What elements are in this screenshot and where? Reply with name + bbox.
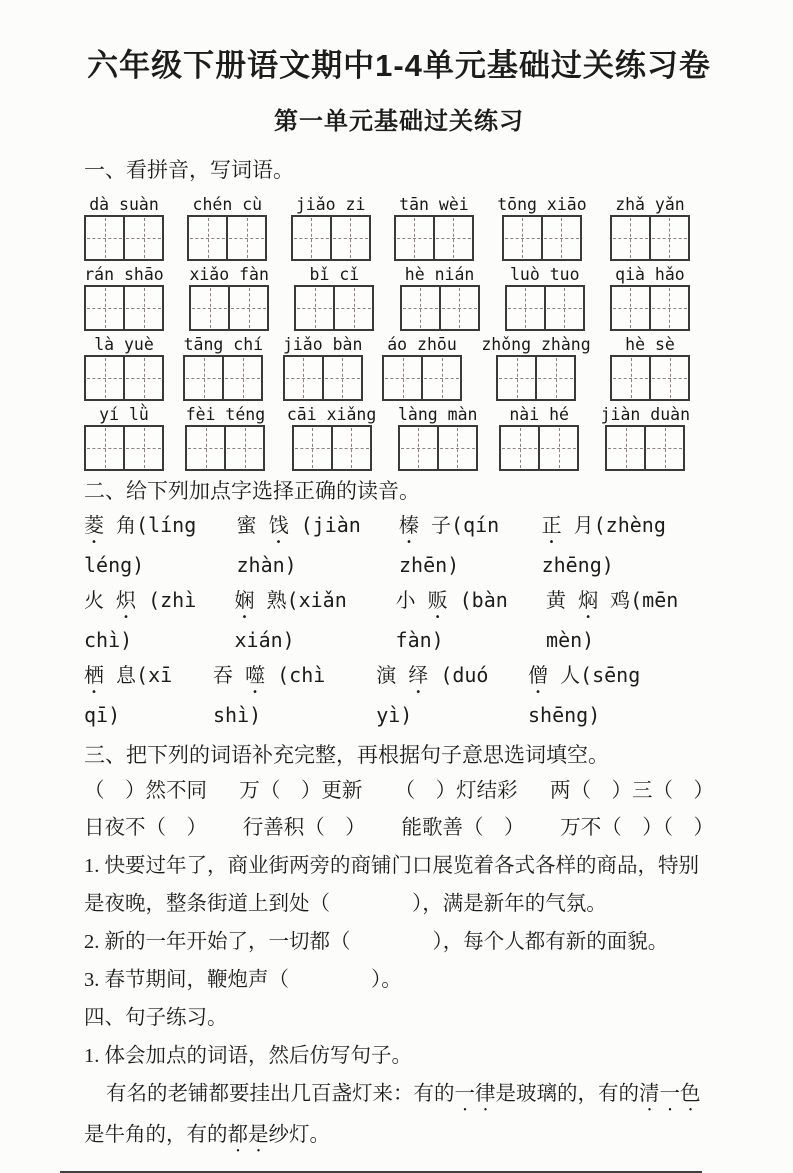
- grid-cell: [322, 357, 361, 399]
- grid-cell: [402, 287, 439, 329]
- phonetic-choice-item: [84, 508, 237, 583]
- grid-cell: [612, 357, 649, 399]
- grid-cell: [187, 427, 224, 469]
- idiom-blank-item: 两（ ）三（ ）: [549, 780, 714, 802]
- writing-grid: [283, 355, 363, 401]
- phonetic-choice-item: [84, 658, 213, 733]
- idiom-blank-item: 万（ ）更新: [239, 780, 363, 802]
- dotted-character: 菱: [84, 513, 104, 537]
- writing-grid: [502, 215, 582, 261]
- phonetic-choice-item: [376, 658, 528, 733]
- pinyin-word-block: [185, 404, 265, 471]
- grid-cell: [123, 217, 162, 259]
- grid-cell: [123, 427, 162, 469]
- grid-cell: [538, 427, 577, 469]
- grid-cell: [433, 217, 472, 259]
- dotted-character: 正: [541, 513, 562, 537]
- writing-grid: [84, 215, 164, 261]
- grid-cell: [396, 217, 433, 259]
- phonetic-choice-item: [399, 508, 542, 583]
- word-and-pinyin-options: (duó yì): [376, 663, 489, 727]
- pinyin-word-block: [84, 264, 164, 331]
- idiom-blank-item: 行善积（ ）: [242, 817, 366, 839]
- grid-cell: [228, 287, 267, 329]
- pinyin-word-block: [84, 404, 164, 471]
- dotted-character: 贩: [427, 588, 448, 612]
- word-and-pinyin-options: 人(sēng shēng): [528, 663, 641, 727]
- fill-in-sentence-1: 1. 快要过年了，商业街两旁的商铺门口展览着各式各样的商品，特别是夜晚，整条街道上到处（ ），满是新年的气氛。: [84, 855, 699, 915]
- pinyin-grid-row: [84, 404, 690, 471]
- pinyin-label: hè nián: [404, 265, 475, 284]
- pinyin-label: qià hǎo: [615, 265, 685, 284]
- dotted-character: 焖: [578, 588, 599, 612]
- grid-cell: [384, 357, 421, 399]
- dotted-character: 榛: [398, 513, 419, 537]
- phonetic-choice-item: [396, 583, 547, 658]
- pinyin-label: cāi xiǎng: [286, 405, 377, 424]
- pinyin-label: fèi téng: [185, 405, 266, 424]
- example-sentence-paragraph: [84, 1075, 714, 1157]
- writing-grid: [610, 285, 690, 331]
- writing-grid: [610, 355, 690, 401]
- pinyin-word-block: [497, 194, 586, 261]
- grid-cell: [612, 287, 649, 329]
- phonetic-choice-item: [546, 583, 714, 658]
- section2-heading: 二、给下列加点字选择正确的读音。: [84, 479, 420, 503]
- grid-cell: [333, 287, 372, 329]
- writing-grid: [183, 355, 263, 401]
- writing-grid: [187, 215, 267, 261]
- section4-item1: 1. 体会加点的词语，然后仿写句子。: [84, 1045, 412, 1067]
- pinyin-label: chén cù: [192, 195, 263, 214]
- word-text: 小: [395, 588, 416, 612]
- word-and-pinyin-options: 子(qín zhēn): [398, 513, 500, 577]
- pinyin-grid-row: [84, 194, 690, 261]
- grid-cell: [501, 427, 538, 469]
- dotted-character: 娴: [234, 588, 255, 612]
- pinyin-label: tōng xiāo: [497, 195, 587, 214]
- grid-cell: [294, 427, 331, 469]
- pinyin-grid-row: [84, 264, 690, 331]
- emphasized-word: 都是: [227, 1124, 269, 1146]
- word-text: 吞: [213, 663, 234, 687]
- dotted-character: 噬: [245, 663, 266, 687]
- grid-cell: [185, 357, 222, 399]
- section1-heading: 一、看拼音，写词语。: [84, 158, 294, 182]
- pinyin-word-block: [287, 404, 376, 471]
- grid-cell: [649, 217, 688, 259]
- writing-grid: [394, 215, 474, 261]
- sentence-text: 有名的老铺都要挂出几百盏灯来：有的: [106, 1083, 455, 1105]
- phonetic-choice-item: [84, 583, 235, 658]
- dotted-character: 炽: [116, 588, 137, 612]
- word-and-pinyin-options: 月(zhèng zhēng): [541, 513, 666, 577]
- pinyin-word-block: [294, 264, 374, 331]
- writing-grid: [185, 425, 265, 471]
- grid-cell: [123, 287, 162, 329]
- sentence-text: 是玻璃的，有的: [495, 1083, 639, 1105]
- pinyin-label: jiàn duàn: [600, 405, 690, 424]
- grid-cell: [191, 287, 228, 329]
- pinyin-label: nài hé: [509, 405, 569, 424]
- word-and-pinyin-options: (bàn fàn): [395, 588, 508, 652]
- pinyin-word-block: [610, 264, 690, 331]
- pinyin-word-block: [394, 194, 474, 261]
- word-text: 蜜: [236, 513, 257, 537]
- grid-cell: [649, 287, 688, 329]
- grid-cell: [189, 217, 226, 259]
- writing-grid: [84, 425, 164, 471]
- pinyin-word-block: [84, 194, 164, 261]
- writing-grid: [505, 285, 585, 331]
- grid-cell: [86, 287, 123, 329]
- pinyin-label: xiǎo fàn: [189, 265, 269, 284]
- writing-grid: [400, 285, 480, 331]
- grid-cell: [607, 427, 644, 469]
- emphasized-word: 清一色: [639, 1083, 701, 1105]
- pinyin-word-block: [291, 194, 371, 261]
- grid-cell: [644, 427, 683, 469]
- grid-cell: [649, 357, 688, 399]
- section4-heading: 四、句子练习。: [84, 1007, 228, 1029]
- phonetic-row: [84, 658, 714, 733]
- pinyin-label: yí lǜ: [99, 405, 149, 424]
- grid-cell: [86, 357, 123, 399]
- idiom-row: [84, 810, 714, 847]
- phonetic-row: [84, 508, 714, 583]
- pinyin-word-block: [481, 334, 590, 401]
- dotted-character: 僧: [528, 663, 549, 687]
- phonetic-choice-item: [213, 658, 376, 733]
- pinyin-word-block: [610, 194, 690, 261]
- sentence-text: 是牛角的，有的: [84, 1124, 228, 1146]
- dotted-character: 绎: [408, 663, 429, 687]
- pinyin-label: làng màn: [397, 405, 478, 424]
- pinyin-word-block: [382, 334, 462, 401]
- dotted-character: 饯: [268, 513, 289, 537]
- writing-grid: [294, 285, 374, 331]
- pinyin-word-block: [505, 264, 585, 331]
- pinyin-label: bǐ cǐ: [309, 265, 360, 284]
- pinyin-grid-row: [84, 334, 690, 401]
- grid-cell: [296, 287, 333, 329]
- pinyin-word-block: [187, 194, 267, 261]
- grid-cell: [224, 427, 263, 469]
- phonetic-choice-item: [528, 658, 714, 733]
- word-text: 黄: [546, 588, 567, 612]
- grid-cell: [535, 357, 574, 399]
- grid-cell: [437, 427, 476, 469]
- word-and-pinyin-options: (jiàn zhàn): [236, 513, 361, 577]
- pinyin-word-block: [283, 334, 363, 401]
- idiom-blank-item: 万不（ ）（ ）: [560, 817, 714, 839]
- writing-grid: [499, 425, 579, 471]
- word-and-pinyin-options: 角(líng léng): [84, 513, 197, 577]
- grid-cell: [331, 427, 370, 469]
- grid-cell: [123, 357, 162, 399]
- pinyin-word-block: [84, 334, 164, 401]
- grid-cell: [507, 287, 544, 329]
- word-and-pinyin-options: 息(xī qī): [84, 663, 173, 727]
- pinyin-label: tān wèi: [399, 195, 469, 214]
- phonetic-choice-item: [237, 508, 399, 583]
- fill-in-sentences: [84, 847, 714, 999]
- grid-cell: [504, 217, 541, 259]
- idiom-blank-item: （ ）灯结彩: [394, 780, 518, 802]
- page-subtitle: 第一单元基础过关练习: [274, 108, 524, 135]
- word-and-pinyin-options: 鸡(mēn mèn): [546, 588, 679, 652]
- pinyin-label: rán shāo: [84, 265, 164, 284]
- grid-cell: [612, 217, 649, 259]
- writing-grid: [84, 355, 164, 401]
- writing-grid: [292, 425, 372, 471]
- idiom-blank-item: （ ）然不同: [84, 780, 207, 802]
- pinyin-word-block: [189, 264, 269, 331]
- pinyin-label: áo zhōu: [387, 335, 457, 354]
- grid-cell: [226, 217, 265, 259]
- grid-cell: [293, 217, 330, 259]
- sentence-text: 纱灯。: [268, 1124, 330, 1146]
- grid-cell: [400, 427, 437, 469]
- pinyin-word-block: [499, 404, 579, 471]
- pinyin-label: hè sè: [625, 335, 675, 354]
- writing-grid: [84, 285, 164, 331]
- word-text: 演: [376, 663, 397, 687]
- writing-grid: [610, 215, 690, 261]
- grid-cell: [541, 217, 580, 259]
- writing-grid: [291, 215, 371, 261]
- pinyin-label: zhǒng zhàng: [481, 335, 591, 354]
- idiom-row: [84, 773, 714, 810]
- page-title: 六年级下册语文期中1-4单元基础过关练习卷: [87, 48, 711, 83]
- pinyin-writing-grid: [84, 194, 690, 471]
- pinyin-word-block: [610, 334, 690, 401]
- word-and-pinyin-options: (chì shì): [213, 663, 326, 727]
- pinyin-label: zhǎ yǎn: [615, 195, 685, 214]
- phonetic-row: [84, 583, 714, 658]
- phonetic-choice-item: [235, 583, 396, 658]
- fill-in-sentence-2: 2. 新的一年开始了，一切都（ ），每个人都有新的面貌。: [84, 931, 669, 953]
- pinyin-label: jiǎo bàn: [282, 335, 363, 354]
- writing-grid: [605, 425, 685, 471]
- pinyin-label: jiǎo zi: [295, 195, 366, 214]
- pinyin-word-block: [398, 404, 478, 471]
- fill-in-sentence-3: 3. 春节期间，鞭炮声（ ）。: [84, 969, 402, 991]
- worksheet-page: [84, 0, 714, 1173]
- grid-cell: [330, 217, 369, 259]
- writing-grid: [496, 355, 576, 401]
- grid-cell: [222, 357, 261, 399]
- pinyin-label: luò tuo: [509, 265, 580, 284]
- pinyin-word-block: [183, 334, 263, 401]
- pinyin-word-block: [601, 404, 690, 471]
- word-and-pinyin-options: 熟(xiǎn xián): [234, 588, 347, 652]
- word-text: 火: [84, 588, 104, 612]
- section3-heading: 三、把下列的词语补充完整，再根据句子意思选词填空。: [84, 743, 609, 767]
- pinyin-label: dà suàn: [89, 195, 159, 214]
- idiom-completion-list: [84, 773, 714, 847]
- grid-cell: [421, 357, 460, 399]
- phonetic-choice-item: [542, 508, 714, 583]
- pinyin-label: là yuè: [94, 335, 154, 354]
- grid-cell: [285, 357, 322, 399]
- idiom-blank-item: 日夜不（ ）: [84, 817, 207, 839]
- pinyin-label: tāng chí: [183, 335, 264, 354]
- idiom-blank-item: 能歌善（ ）: [401, 817, 525, 839]
- grid-cell: [498, 357, 535, 399]
- grid-cell: [439, 287, 478, 329]
- writing-grid: [382, 355, 462, 401]
- grid-cell: [86, 427, 123, 469]
- pinyin-word-block: [400, 264, 480, 331]
- writing-grid: [189, 285, 269, 331]
- dotted-character: 栖: [84, 663, 104, 687]
- grid-cell: [86, 217, 123, 259]
- emphasized-word: 一律: [454, 1083, 496, 1105]
- grid-cell: [544, 287, 583, 329]
- phonetic-choice-list: [84, 508, 714, 733]
- word-and-pinyin-options: (zhì chì): [84, 588, 197, 652]
- writing-grid: [398, 425, 478, 471]
